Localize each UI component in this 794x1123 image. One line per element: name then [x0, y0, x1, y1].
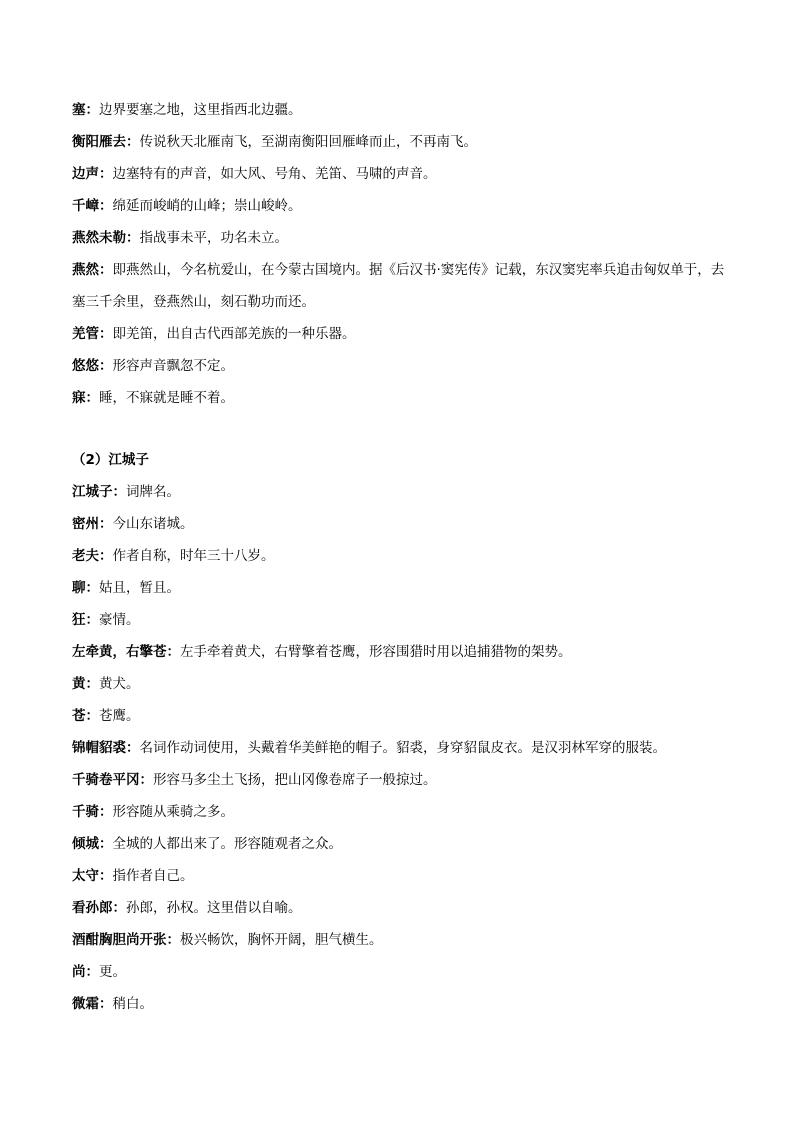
annotation-definition: 姑且，暂且。: [99, 580, 180, 596]
annotation-term: 塞: [72, 102, 86, 118]
annotation-definition: 指战事未平，功名未立。: [139, 230, 288, 246]
annotation-definition: 豪情。: [99, 612, 140, 628]
term-separator: ：: [99, 836, 113, 852]
annotation-entry: [72, 476, 732, 508]
annotation-entry: [72, 700, 732, 732]
annotation-term: 衡阳雁去: [72, 134, 126, 150]
term-separator: ：: [126, 230, 140, 246]
annotation-definition: 边塞特有的声音，如大风、号角、羌笛、马啸的声音。: [112, 166, 437, 182]
annotation-entry: [72, 540, 732, 572]
annotation-term: 边声: [72, 166, 99, 182]
term-separator: ：: [166, 644, 180, 660]
term-separator: ：: [99, 358, 113, 374]
annotation-definition: 形容马多尘土飞扬，把山冈像卷席子一般掠过。: [153, 772, 437, 788]
term-separator: ：: [85, 612, 99, 628]
term-separator: ：: [85, 390, 99, 406]
annotation-definition: 作者自称，时年三十八岁。: [112, 548, 275, 564]
annotation-definition: 稍白。: [112, 996, 153, 1012]
annotation-entry: [72, 988, 732, 1020]
annotation-entry: [72, 956, 732, 988]
annotation-entry: [72, 892, 732, 924]
term-separator: ：: [85, 708, 99, 724]
annotation-term: 苍: [72, 708, 86, 724]
term-separator: ：: [99, 516, 113, 532]
annotation-entry: [72, 318, 732, 350]
annotation-entry: [72, 382, 732, 414]
annotation-term: 黄: [72, 676, 86, 692]
term-separator: ：: [85, 102, 99, 118]
annotation-entry: [72, 668, 732, 700]
annotation-term: 羌管: [72, 326, 99, 342]
term-separator: ：: [126, 134, 140, 150]
annotation-term: 左牵黄，右擎苍: [72, 644, 167, 660]
annotation-entry: [72, 732, 732, 764]
annotation-entry: [72, 126, 732, 158]
annotation-definition: 即燕然山，今名杭爱山，在今蒙古国境内。据《后汉书·窦宪传》记载，东汉窦宪率兵追击匈奴单于，去塞三千余里，登燕然山，刻石勒功而还。: [72, 262, 725, 310]
annotation-term: 千骑卷平冈: [72, 772, 140, 788]
annotation-definition: 指作者自己。: [112, 868, 194, 884]
annotation-entry: [72, 636, 732, 668]
annotation-entry: [72, 924, 732, 956]
annotation-entry: [72, 94, 732, 126]
annotation-definition: 孙郎，孙权。这里借以自喻。: [126, 900, 302, 916]
annotation-term: 尚: [72, 964, 86, 980]
term-separator: ：: [112, 484, 126, 500]
annotation-entry: [72, 828, 732, 860]
annotation-term: 老夫: [72, 548, 99, 564]
annotation-term: 看孙郎: [72, 900, 113, 916]
annotation-entry: [72, 604, 732, 636]
term-separator: ：: [99, 198, 113, 214]
annotation-definition: 即羌笛，出自古代西部羌族的一种乐器。: [112, 326, 356, 342]
annotation-definition: 睡，不寐就是睡不着。: [99, 390, 234, 406]
annotation-term: 倾城: [72, 836, 99, 852]
term-separator: ：: [99, 326, 113, 342]
annotation-term: 聊: [72, 580, 86, 596]
annotation-term: 燕然: [72, 262, 99, 278]
annotation-definition: 极兴畅饮，胸怀开阔，胆气横生。: [180, 932, 383, 948]
annotation-term: 燕然未勒: [72, 230, 126, 246]
term-separator: ：: [99, 868, 113, 884]
annotation-term: 悠悠: [72, 358, 99, 374]
annotation-definition: 黄犬。: [99, 676, 140, 692]
annotation-entry: [72, 222, 732, 254]
annotation-entry: [72, 860, 732, 892]
term-separator: ：: [112, 900, 126, 916]
annotation-entry: [72, 190, 732, 222]
annotation-entry: [72, 350, 732, 382]
term-separator: ：: [99, 262, 113, 278]
annotations-section-2: [72, 444, 732, 1020]
annotation-entry: [72, 764, 732, 796]
term-separator: ：: [85, 964, 99, 980]
term-separator: ：: [85, 676, 99, 692]
term-separator: ：: [99, 548, 113, 564]
annotation-term: 狂: [72, 612, 86, 628]
term-separator: ：: [166, 932, 180, 948]
annotation-definition: 边界要塞之地，这里指西北边疆。: [99, 102, 302, 118]
annotation-term: 锦帽貂裘: [72, 740, 126, 756]
annotation-definition: 绵延而峻峭的山峰；崇山峻岭。: [112, 198, 302, 214]
annotation-entry: [72, 796, 732, 828]
annotations-section-1: [72, 94, 732, 414]
annotation-term: 江城子: [72, 484, 113, 500]
annotation-term: 微霜: [72, 996, 99, 1012]
term-separator: ：: [126, 740, 140, 756]
annotation-term: 太守: [72, 868, 99, 884]
annotation-term: 酒酣胸胆尚开张: [72, 932, 167, 948]
annotation-definition: 词牌名。: [126, 484, 180, 500]
annotation-entry: [72, 254, 732, 318]
annotation-entry: [72, 508, 732, 540]
annotation-term: 千骑: [72, 804, 99, 820]
annotation-definition: 全城的人都出来了。形容随观者之众。: [112, 836, 342, 852]
annotation-definition: 苍鹰。: [99, 708, 140, 724]
annotation-definition: 传说秋天北雁南飞，至湖南衡阳回雁峰而止，不再南飞。: [139, 134, 477, 150]
term-separator: ：: [99, 166, 113, 182]
annotation-definition: 形容随从乘骑之多。: [112, 804, 234, 820]
term-separator: ：: [99, 804, 113, 820]
term-separator: ：: [99, 996, 113, 1012]
annotation-entry: [72, 572, 732, 604]
annotation-term: 千嶂: [72, 198, 99, 214]
annotation-definition: 形容声音飘忽不定。: [112, 358, 234, 374]
annotation-term: 寐: [72, 390, 86, 406]
annotation-definition: 今山东诸城。: [112, 516, 194, 532]
annotation-definition: 左手牵着黄犬，右臂擎着苍鹰，形容围猎时用以追捕猎物的架势。: [180, 644, 572, 660]
annotation-entry: [72, 158, 732, 190]
term-separator: ：: [139, 772, 153, 788]
section-heading: （2）江城子: [72, 452, 149, 468]
term-separator: ：: [85, 580, 99, 596]
annotation-definition: 名词作动词使用，头戴着华美鲜艳的帽子。貂裘，身穿貂鼠皮衣。是汉羽林军穿的服装。: [139, 740, 666, 756]
annotation-term: 密州: [72, 516, 99, 532]
annotation-definition: 更。: [99, 964, 126, 980]
